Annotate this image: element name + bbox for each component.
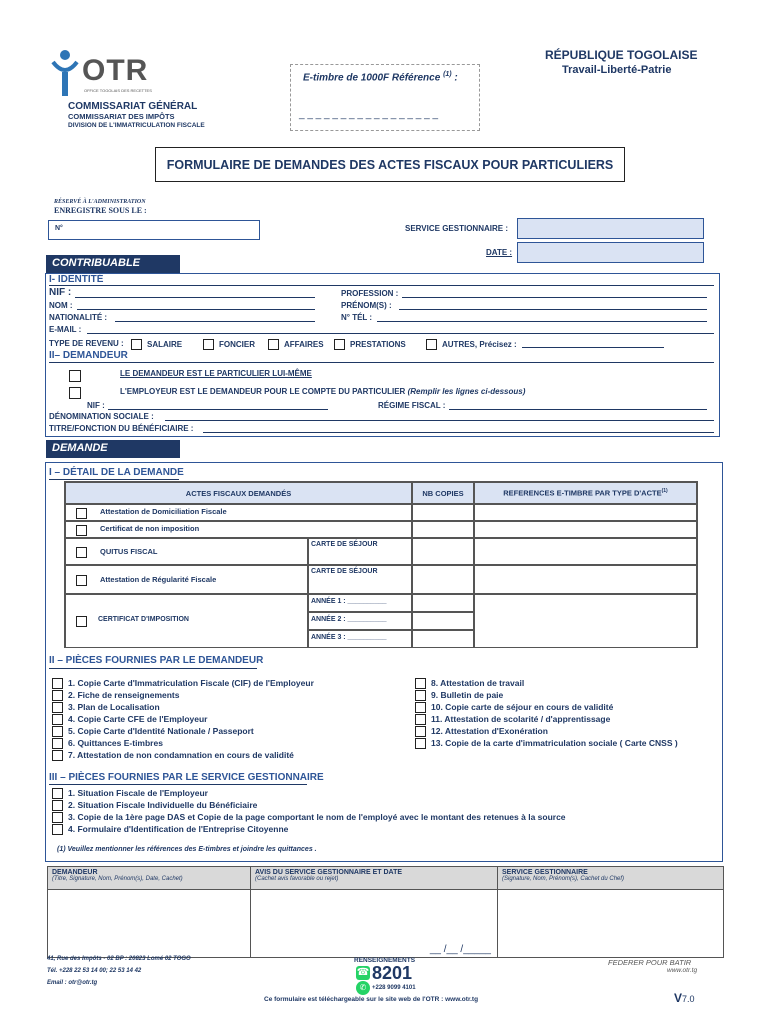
foncier-checkbox[interactable] [203,339,214,350]
annee-2-label: ANNÉE 2 : __________ [311,616,387,623]
prenoms-label: PRÉNOM(S) : [341,301,392,310]
piece-2-checkbox[interactable] [52,690,63,701]
piece-4-checkbox[interactable] [52,714,63,725]
quitus-copies[interactable] [412,538,474,565]
email-field[interactable] [87,333,714,334]
imposition-copies-3[interactable] [412,630,474,648]
piece-9-label: 9. Bulletin de paie [431,690,504,700]
domiciliation-checkbox[interactable] [76,508,87,519]
acte-row-domiciliation[interactable] [65,504,412,521]
demandeur-heading: II– DEMANDEUR [49,350,128,361]
piece-7-label: 7. Attestation de non condamnation en cours de validité [68,750,294,760]
service-piece-2[interactable] [52,799,566,811]
prestations-label: PRESTATIONS [350,339,406,349]
sig-header-demandeur-title: DEMANDEUR [52,869,98,876]
footer-tel: Tél. +228 22 53 14 00; 22 53 14 42 [47,968,142,974]
quitus-carte-sejour-label: CARTE DE SÉJOUR [311,541,378,548]
service-piece-1-label: 1. Situation Fiscale de l'Employeur [68,788,208,798]
header-nb-copies-label: NB COPIES [422,488,464,498]
imposition-copies-2[interactable] [412,612,474,630]
note-etimbres: (1) Veuillez mentionner les références des E-timbres et joindre les quittances . [57,846,317,853]
republic-motto: Travail-Liberté-Patrie [562,64,672,76]
pieces-right-list [415,677,678,749]
piece-13[interactable] [415,737,678,749]
piece-4-label: 4. Copie Carte CFE de l'Employeur [68,714,208,724]
piece-11-checkbox[interactable] [415,714,426,725]
etimbre-colon: : [451,72,458,84]
sig-header-service-title: SERVICE GESTIONNAIRE [502,869,588,876]
email-label: E-MAIL : [49,325,82,334]
nom-label: NOM : [49,301,73,310]
piece-5-label: 5. Copie Carte d'Identité Nationale / Passeport [68,726,254,736]
regularite-carte-sejour-label: CARTE DE SÉJOUR [311,568,378,575]
identite-heading: I- IDENTITÉ [49,274,104,285]
service-piece-4[interactable] [52,823,566,835]
piece-11[interactable] [415,713,678,725]
piece-13-checkbox[interactable] [415,738,426,749]
otr-logo [50,48,175,103]
piece-8[interactable] [415,677,678,689]
quitus-carte-sejour[interactable] [308,538,412,565]
sig-date-line: __ /__ /_____ [429,944,491,955]
footer-download: Ce formulaire est téléchargeable sur le site web de l'OTR : www.otr.tg [264,996,479,1003]
service-piece-3-checkbox[interactable] [52,812,63,823]
imposition-annee-2[interactable] [308,612,412,630]
logo-tagline: OFFICE TOGOLAIS DES RECETTES [84,88,152,93]
employeur-demandeur-text: L'EMPLOYEUR EST LE DEMANDEUR POUR LE COMPTE DU PARTICULIER [120,387,406,396]
domiciliation-copies[interactable] [412,504,474,521]
regularite-carte-sejour[interactable] [308,565,412,594]
demande-bar: DEMANDE [46,440,180,458]
titre-field[interactable] [203,432,714,433]
autres-checkbox[interactable] [426,339,437,350]
header-actes-label: ACTES FISCAUX DEMANDÉS [185,488,292,498]
header-nb-copies [412,482,474,504]
imposition-annee-1[interactable] [308,594,412,612]
emp-nif-field[interactable] [108,409,328,410]
division-immatriculation: DIVISION DE L'IMMATRICULATION FISCALE [68,122,205,129]
etimbre-dashes: _ _ _ _ _ _ _ _ _ _ _ _ _ _ _ _ _ [299,109,438,120]
piece-9[interactable] [415,689,678,701]
sig-header-avis [251,867,498,889]
service-pieces-underline [49,784,307,785]
tel-field[interactable] [377,321,707,322]
piece-8-label: 8. Attestation de travail [431,678,525,688]
non-imposition-copies[interactable] [412,521,474,538]
regularite-copies[interactable] [412,565,474,594]
tel-label: N° TÉL : [341,313,373,322]
salaire-label: SALAIRE [147,339,183,349]
piece-10[interactable] [415,701,678,713]
actes-table [64,481,698,648]
service-label: SERVICE GESTIONNAIRE : [405,224,508,233]
admin-reserved: RÉSERVÉ À L'ADMINISTRATION [54,199,146,205]
sig-header-demandeur [48,867,251,889]
piece-3-checkbox[interactable] [52,702,63,713]
header-references-label [503,488,667,498]
autres-label: AUTRES, Précisez : [442,339,517,349]
piece-5-checkbox[interactable] [52,726,63,737]
nif-field[interactable] [75,297,315,298]
affaires-checkbox[interactable] [268,339,279,350]
signature-table [47,866,724,958]
commissariat-general: COMMISSARIAT GÉNÉRAL [68,101,198,112]
denomination-field[interactable] [165,420,714,421]
version-badge [674,989,695,1007]
nationalite-label: NATIONALITÉ : [49,313,108,322]
etimbre-sup: (1) [443,71,452,78]
prenoms-field[interactable] [399,309,707,310]
profession-field[interactable] [402,297,707,298]
form-title-box [155,147,625,182]
regime-field[interactable] [449,409,707,410]
etimbre-text: E-timbre de 1000F Référence [303,72,441,84]
version-number: 7.0 [682,994,695,1004]
nationalite-field[interactable] [115,321,315,322]
header-references-sup: (1) [661,488,668,495]
hotline-badge [356,964,412,982]
header-references-text: REFERENCES E-TIMBRE PAR TYPE D'ACTE [503,488,662,498]
sig-header-avis-sub: (Cachet avis favorable ou rejet) [255,876,339,882]
employeur-demandeur-checkbox[interactable] [69,387,81,399]
piece-2-label: 2. Fiche de renseignements [68,690,180,700]
regime-label: RÉGIME FISCAL : [378,401,446,410]
denomination-label: DÉNOMINATION SOCIALE : [49,412,154,421]
date-field[interactable] [517,242,704,263]
no-label: N° [55,225,63,232]
piece-7-checkbox[interactable] [52,750,63,761]
piece-7[interactable] [52,749,314,761]
acte-row-quitus[interactable] [65,538,308,565]
commissariat-impots: COMMISSARIAT DES IMPÔTS [68,112,175,121]
detail-heading: I – DÉTAIL DE LA DEMANDE [49,467,184,478]
piece-12-checkbox[interactable] [415,726,426,737]
pieces-underline [49,668,257,669]
sig-header-avis-title: AVIS DU SERVICE GESTIONNAIRE ET DATE [255,869,403,876]
imposition-copies-1[interactable] [412,594,474,612]
logo-acronym: OTR [82,54,149,87]
piece-3-label: 3. Plan de Localisation [68,702,160,712]
piece-10-label: 10. Copie carte de séjour en cours de validité [431,702,614,712]
sig-demandeur-area[interactable] [48,889,251,957]
employeur-demandeur-label [120,387,525,396]
whatsapp-icon: ✆ [356,981,370,995]
demandeur-lui-meme-label: LE DEMANDEUR EST LE PARTICULIER LUI-MÊME [120,369,312,378]
domiciliation-references[interactable] [474,504,697,521]
quitus-label: QUITUS FISCAL [100,547,158,556]
contribuable-bar: CONTRIBUABLE [46,255,180,273]
non-imposition-references[interactable] [474,521,697,538]
revenu-label: TYPE DE REVENU : [49,339,124,348]
phone-icon: ☎ [356,967,370,978]
pieces-left-list [52,677,314,761]
service-piece-2-label: 2. Situation Fiscale Individuelle du Bénéficiaire [68,800,258,810]
acte-row-imposition[interactable] [65,594,308,648]
imposition-annee-3[interactable] [308,630,412,648]
acte-row-non-imposition[interactable] [65,521,412,538]
piece-12[interactable] [415,725,678,737]
employeur-demandeur-note: (Remplir les lignes ci-dessous) [407,387,526,396]
service-pieces-heading: III – PIÈCES FOURNIES PAR LE SERVICE GESTIONNAIRE [49,772,324,783]
footer-motto: FEDERER POUR BATIR [608,958,692,967]
imposition-label: CERTIFICAT D'IMPOSITION [98,616,189,623]
imposition-references[interactable] [474,594,697,648]
quitus-references[interactable] [474,538,697,565]
sig-avis-area[interactable] [251,889,498,957]
piece-6[interactable] [52,737,314,749]
autres-field[interactable] [522,347,664,348]
revenu-salaire[interactable] [131,338,182,350]
piece-9-checkbox[interactable] [415,690,426,701]
emp-nif-label: NIF : [87,401,105,410]
header-references [474,482,697,504]
page-title: FORMULAIRE DE DEMANDES DES ACTES FISCAUX POUR PARTICULIERS [166,157,614,172]
demandeur-lui-meme-checkbox[interactable] [69,370,81,382]
annee-3-label: ANNÉE 3 : __________ [311,634,387,641]
non-imposition-checkbox[interactable] [76,525,87,536]
nif-label: NIF : [49,287,72,298]
piece-1[interactable] [52,677,314,689]
imposition-checkbox[interactable] [76,616,87,627]
nom-field[interactable] [77,309,315,310]
service-piece-3[interactable] [52,811,566,823]
version-letter: V [674,991,683,1005]
piece-10-checkbox[interactable] [415,702,426,713]
etimbre-label [303,71,458,83]
footer-email: Email : otr@otr.tg [47,980,98,986]
service-piece-3-label: 3. Copie de la 1ère page DAS et Copie de la page comportant le nom de l'employé avec le montant des retenues à la source [68,812,566,822]
otr-figure-icon [50,48,80,98]
demandeur-underline [49,362,714,363]
header-actes [65,482,412,504]
footer-renseignements: RENSEIGNEMENTS [354,957,416,964]
foncier-label: FONCIER [219,339,255,349]
titre-label: TITRE/FONCTION DU BÉNÉFICIAIRE : [49,424,194,433]
service-piece-4-label: 4. Formulaire d'Identification de l'Entreprise Citoyenne [68,824,289,834]
service-piece-1-checkbox[interactable] [52,788,63,799]
regularite-checkbox[interactable] [76,575,87,586]
salaire-checkbox[interactable] [131,339,142,350]
annee-1-label: ANNÉE 1 : __________ [311,598,387,605]
etimbre-box[interactable] [290,64,480,131]
service-piece-2-checkbox[interactable] [52,800,63,811]
piece-6-checkbox[interactable] [52,738,63,749]
service-piece-4-checkbox[interactable] [52,824,63,835]
whatsapp-contact [356,981,416,995]
service-piece-1[interactable] [52,787,566,799]
republic-name: RÉPUBLIQUE TOGOLAISE [545,48,698,62]
pieces-heading: II – PIÈCES FOURNIES PAR LE DEMANDEUR [49,655,264,666]
piece-6-label: 6. Quittances E-timbres [68,738,163,748]
regularite-references[interactable] [474,565,697,594]
quitus-checkbox[interactable] [76,547,87,558]
piece-12-label: 12. Attestation d'Exonération [431,726,548,736]
registration-number-field[interactable] [48,220,260,240]
domiciliation-label: Attestation de Domiciliation Fiscale [100,507,227,516]
piece-5[interactable] [52,725,314,737]
regularite-label: Attestation de Régularité Fiscale [100,575,217,584]
identite-underline [49,285,714,286]
footer-site: www.otr.tg [667,967,698,974]
sig-service-area[interactable] [498,889,723,957]
prestations-checkbox[interactable] [334,339,345,350]
piece-1-checkbox[interactable] [52,678,63,689]
footer-address: 41, Rue des Impôts - 02 BP : 20823 Lomé 02 TOGO [47,956,191,962]
revenu-prestations[interactable] [334,338,406,350]
revenu-autres[interactable] [426,338,517,350]
date-label: DATE : [486,248,513,257]
revenu-foncier[interactable] [203,338,255,350]
sig-header-service [498,867,723,889]
profession-label: PROFESSION : [341,289,399,298]
piece-11-label: 11. Attestation de scolarité / d'apprentissage [431,714,611,724]
piece-2[interactable] [52,689,314,701]
piece-3[interactable] [52,701,314,713]
whatsapp-number: +228 9099 4101 [372,985,416,991]
hotline-number: 8201 [372,963,413,983]
non-imposition-label: Certificat de non imposition [100,524,200,533]
admin-registered: ENREGISTRE SOUS LE : [54,206,147,215]
piece-4[interactable] [52,713,314,725]
piece-13-label: 13. Copie de la carte d'immatriculation sociale ( Carte CNSS ) [431,738,678,748]
affaires-label: AFFAIRES [284,339,324,349]
piece-8-checkbox[interactable] [415,678,426,689]
sig-header-service-sub: (Signature, Nom, Prénom(s), Cachet du Chef) [502,876,625,882]
detail-underline [49,479,179,480]
revenu-affaires[interactable] [268,338,324,350]
service-field[interactable] [517,218,704,239]
sig-header-demandeur-sub: (Titre, Signature, Nom, Prénom(s), Date, Cachet) [52,876,183,882]
piece-1-label: 1. Copie Carte d'Immatriculation Fiscale (CIF) de l'Employeur [68,678,314,688]
acte-row-regularite[interactable] [65,565,308,594]
service-pieces-list [52,787,566,835]
